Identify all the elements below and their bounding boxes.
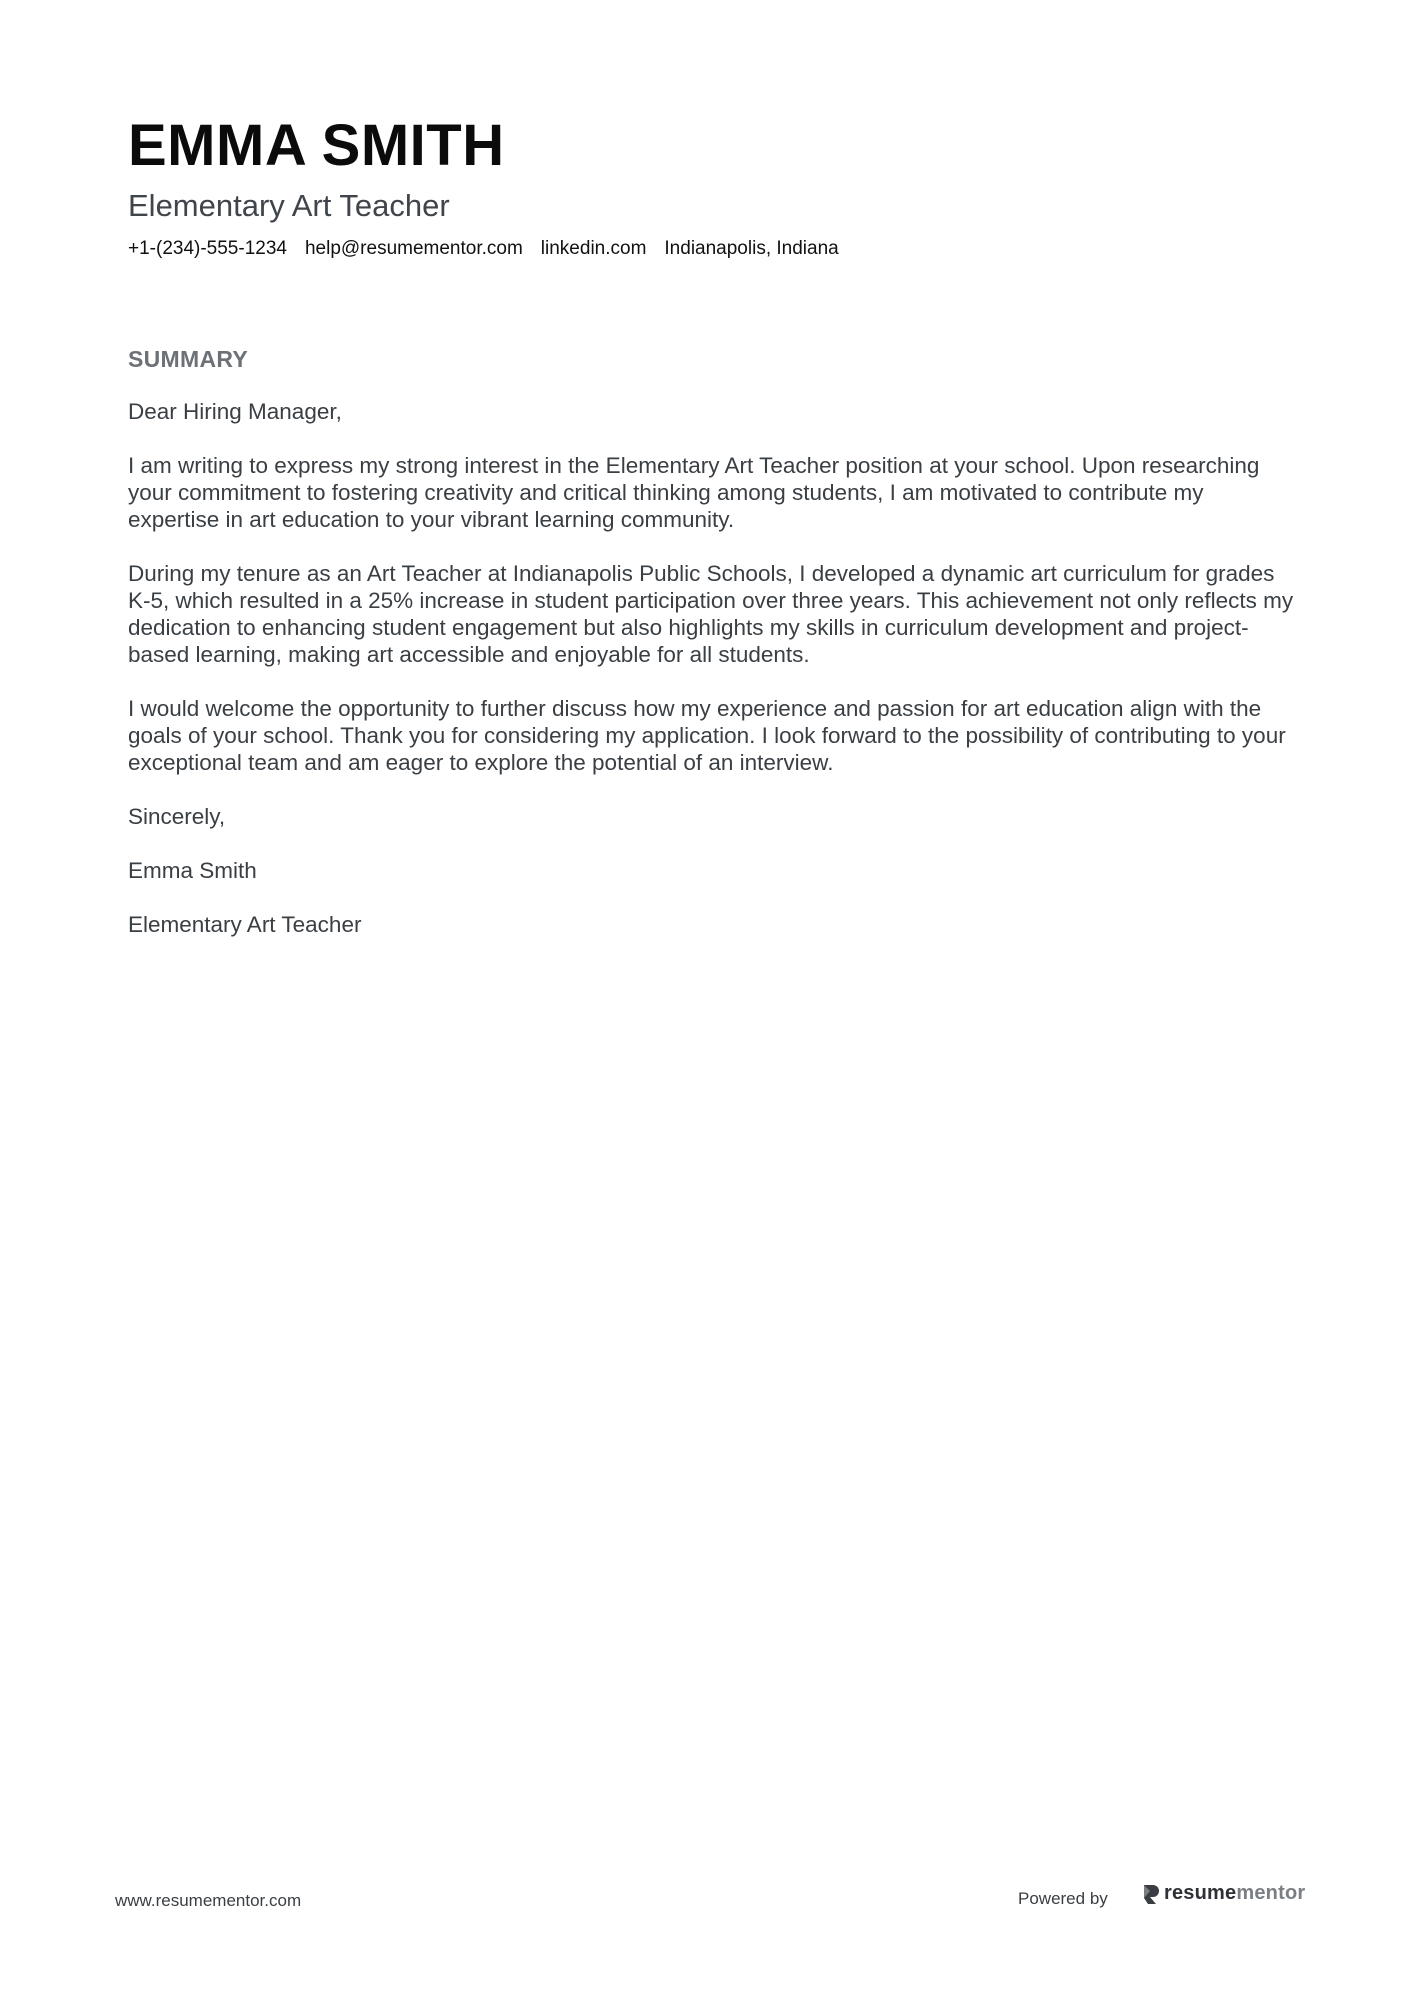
powered-by-label: Powered by — [1018, 1889, 1108, 1908]
contact-location: Indianapolis, Indiana — [664, 238, 839, 259]
header — [128, 110, 1288, 262]
brand-wordmark — [1164, 1882, 1305, 1905]
resumementor-logo-icon — [1142, 1883, 1160, 1905]
paragraph-intro: I am writing to express my strong interest in the Elementary Art Teacher position at your school. Upon researching your commitment to fostering creativity and critical thinking among students, I am motivated to contribute my expertise in art education to your vibrant learning community. — [128, 453, 1260, 532]
footer-url: www.resumementor.com — [115, 1891, 302, 1910]
contact-phone: +1-(234)-555-1234 — [128, 238, 287, 259]
paragraph-experience: During my tenure as an Art Teacher at Indianapolis Public Schools, I developed a dynamic art curriculum for grades K-5, which resulted in a 25% increase in student participation over three years. This achievement not only reflects my dedication to enhancing student engagement but also highlights my skills in curriculum development and project-based learning, making art accessible and enjoyable for all students. — [128, 561, 1294, 667]
contact-email: help@resumementor.com — [304, 238, 523, 259]
closing: Sincerely, — [128, 804, 226, 829]
letter-body — [128, 398, 1298, 965]
signature-title: Elementary Art Teacher — [128, 912, 362, 937]
brand-logo — [1142, 1882, 1305, 1905]
contact-linkedin: linkedin.com — [540, 238, 647, 259]
salutation: Dear Hiring Manager, — [128, 399, 342, 424]
brand-wordmark-light: mentor — [1236, 1882, 1306, 1904]
paragraph-closing: I would welcome the opportunity to further discuss how my experience and passion for art education align with the goals of your school. Thank you for considering my application. I look forward to the possibility of contributing to your exceptional team and am eager to explore the potential of an interview. — [128, 696, 1286, 775]
contact-line — [128, 236, 1288, 262]
section-title-summary: SUMMARY — [128, 346, 249, 372]
candidate-name: EMMA SMITH — [128, 113, 505, 178]
brand-wordmark-bold: resume — [1164, 1882, 1237, 1904]
signature-name: Emma Smith — [128, 858, 257, 883]
candidate-role: Elementary Art Teacher — [128, 188, 450, 223]
